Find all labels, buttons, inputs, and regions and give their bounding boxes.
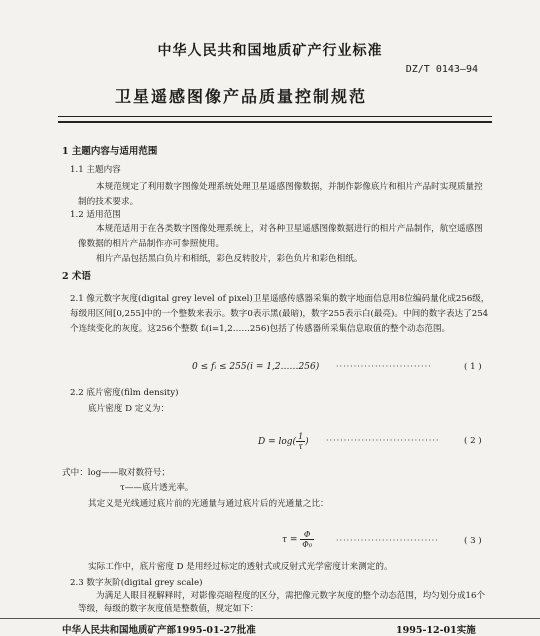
section-2-1-text: 2.1 像元数字灰度(digital grey level of pixel)卫星遥感传感器采集的数字地面信息用8位编码量化成256级，每级用区间[0,255]中的一个整数来表示。数字0表示黑(最暗)，数字255表示白(最亮)。中间的数字表达了254个连续变化的灰度。这256个整数 fᵢ(i=1,2……256)包括了传感器所采集信息取值的整个动态范围。 xyxy=(70,294,490,334)
section-2-2-text-3: 实际工作中，底片密度 D 是用经过标定的透射式或反射式光学密度计来测定的。 xyxy=(88,562,393,572)
title-rule-thick xyxy=(58,121,492,123)
formula-3-leader: ····························· xyxy=(336,536,439,545)
formula-3-numerator: Φ xyxy=(300,530,314,540)
formula-2-leader: ································ xyxy=(326,436,440,445)
section-1-heading: 1 主题内容与适用范围 xyxy=(62,146,158,157)
formula-2-number: ( 2 ) xyxy=(464,436,482,446)
section-2-3-text: 为满足人眼目视解释时，对影像亮暗程度的区分，需把像元数字灰度的整个动态范围，均匀划分成16个等级，每级的数字灰度值是整数值，规定如下： xyxy=(78,591,486,614)
standard-code: DZ/T 0143—94 xyxy=(405,64,478,75)
section-1-2-heading: 1.2 适用范围 xyxy=(70,210,121,220)
formula-1: 0 ≤ fᵢ ≤ 255(i = 1,2……256) xyxy=(192,362,320,372)
formula-2 xyxy=(258,432,309,451)
formula-3-number: ( 3 ) xyxy=(464,536,482,546)
section-2-2-heading: 2.2 底片密度(film density) xyxy=(70,388,179,398)
formula-1-number: ( 1 ) xyxy=(464,362,482,372)
formula-2-fraction xyxy=(296,432,305,451)
formula-3-denominator: Φ₀ xyxy=(302,540,313,549)
formula-2-denominator: τ xyxy=(298,442,303,451)
formula-1-leader: ··························· xyxy=(336,362,432,371)
section-1-2-text-2: 相片产品包括黑白负片和相纸，彩色反转胶片，彩色负片和彩色相纸。 xyxy=(96,254,363,264)
section-2-2-definition-line: 底片密度 D 定义为： xyxy=(88,404,170,414)
where-clause-tau: τ——底片透光率。 xyxy=(120,483,194,493)
formula-3-lhs: τ = xyxy=(282,535,298,545)
standard-organization-header: 中华人民共和国地质矿产行业标准 xyxy=(157,43,383,59)
section-1-1-text: 本规范规定了利用数字图像处理系统处理卫星遥感图像数据，并制作影像底片和相片产品时实现质量控制的技术要求。 xyxy=(78,182,483,207)
formula-2-numerator: 1 xyxy=(298,432,304,441)
formula-3-fraction xyxy=(300,530,314,549)
formula-3 xyxy=(282,530,314,549)
section-2-2-text-2: 其定义是光线通过底片前的光通量与通过底片后的光通量之比： xyxy=(88,499,329,509)
section-1-2-text: 本规范适用于在各类数字图像处理系统上，对各种卫星遥感图像数据进行的相片产品制作，航空遥感图像数据的相片产品制作亦可参照使用。 xyxy=(78,224,483,249)
section-2-3-heading: 2.3 数字灰阶(digital grey scale) xyxy=(70,578,203,588)
section-2-heading: 2 术语 xyxy=(62,271,91,282)
formula-2-rhs: ) xyxy=(305,437,309,447)
formula-2-lhs: D = log( xyxy=(258,437,297,447)
title-rule-thin xyxy=(58,116,492,117)
where-clause-log: 式中：log——取对数符号； xyxy=(62,468,170,478)
document-title: 卫星遥感图像产品质量控制规范 xyxy=(115,87,368,106)
footer-rule xyxy=(0,618,540,619)
approval-line: 中华人民共和国地质矿产部1995-01-27批准 xyxy=(62,625,256,636)
implementation-date: 1995-12-01实施 xyxy=(396,625,476,636)
section-1-1-heading: 1.1 主题内容 xyxy=(70,165,121,175)
